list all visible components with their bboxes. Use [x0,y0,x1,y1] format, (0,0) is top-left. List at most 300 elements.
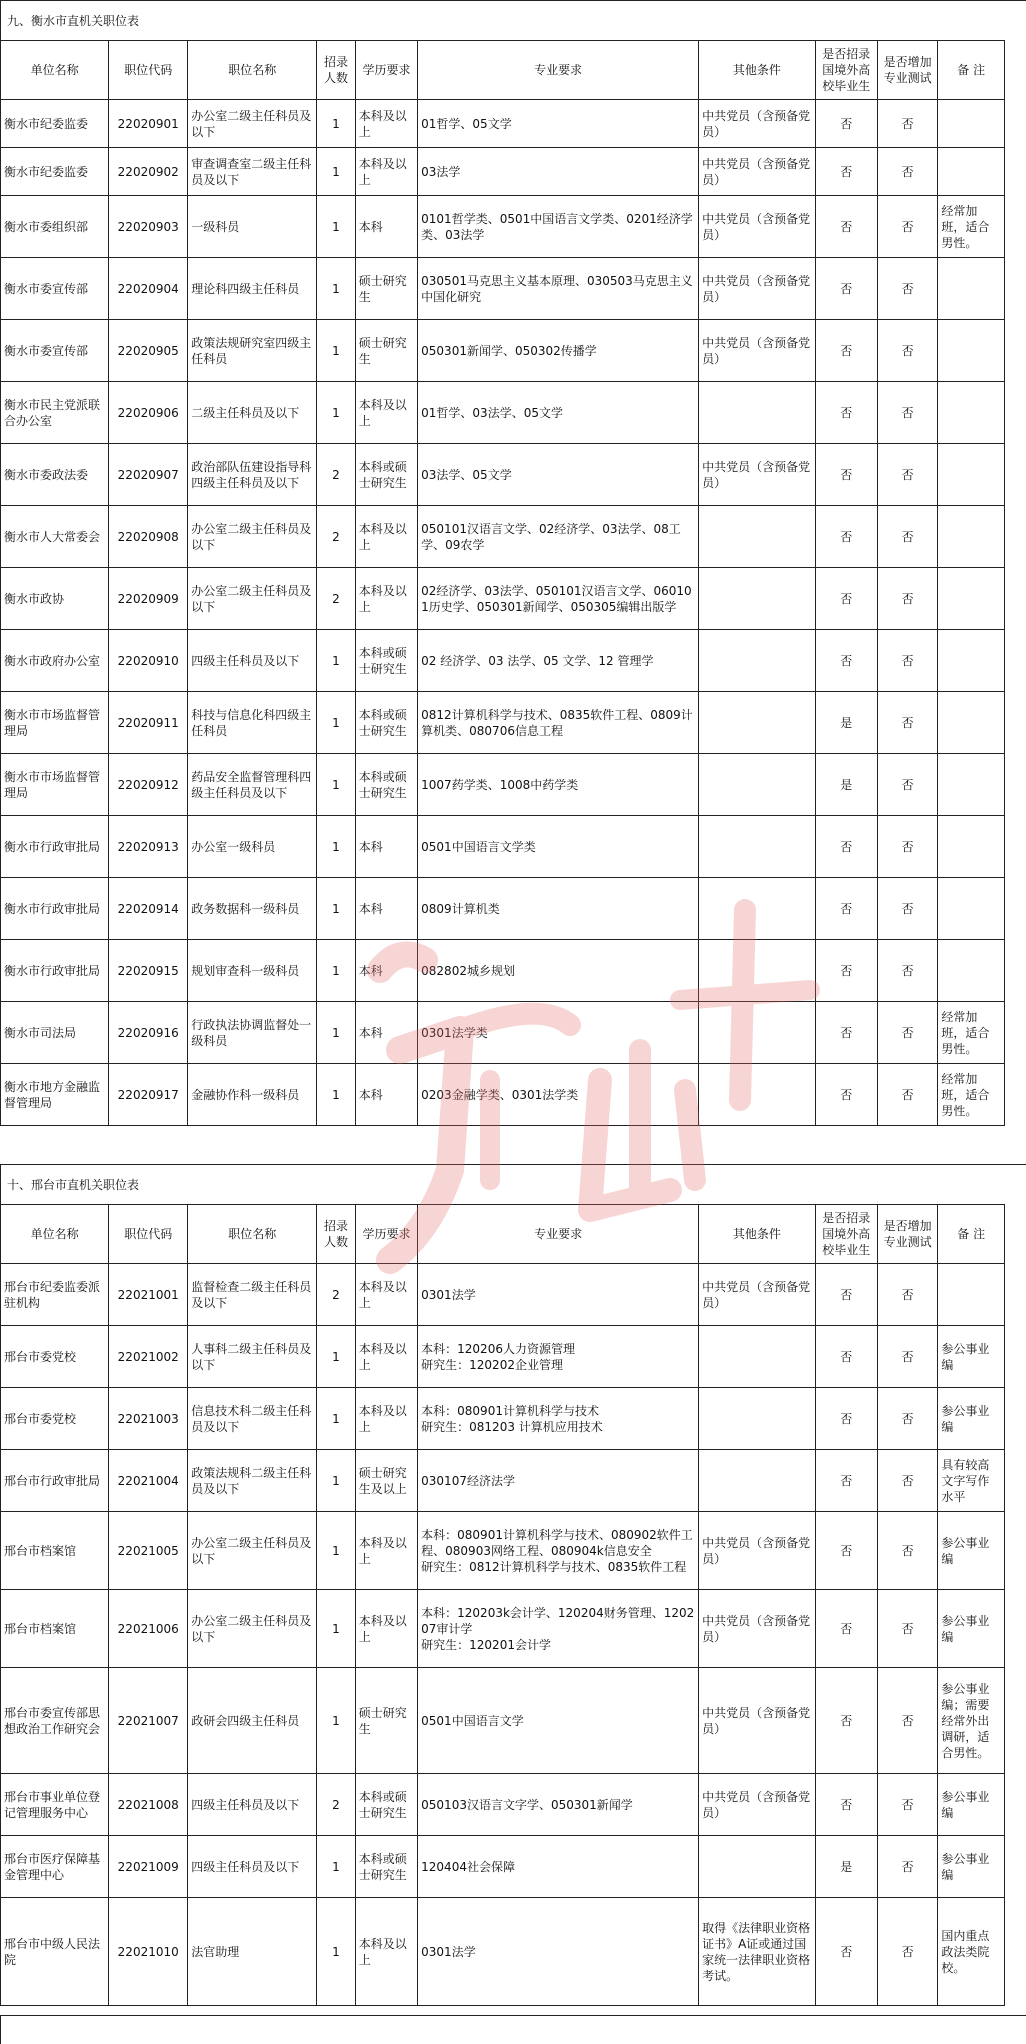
cell-extra-test: 否 [878,754,938,816]
cell-education: 本科及以上 [355,382,417,444]
cell-extra-test: 否 [878,1836,938,1898]
cell-overseas-grads: 否 [815,1326,877,1388]
header-education: 学历要求 [355,1205,417,1264]
cell-remarks [938,382,1005,444]
cell-extra-test: 否 [878,878,938,940]
cell-unit-name: 衡水市政府办公室 [1,630,109,692]
cell-other-conditions: 中共党员（含预备党员） [699,1590,816,1668]
cell-extra-test: 否 [878,816,938,878]
cell-other-conditions [699,1064,816,1126]
cell-overseas-grads: 否 [815,1002,877,1064]
cell-extra-test: 否 [878,320,938,382]
cell-extra-test: 否 [878,1668,938,1774]
cell-education: 本科及以上 [355,1512,417,1590]
cell-overseas-grads: 否 [815,148,877,196]
cell-headcount: 1 [317,196,355,258]
header-position-code: 职位代码 [109,41,188,100]
cell-position-name: 办公室二级主任科员及以下 [188,1590,317,1668]
cell-position-code: 22020917 [109,1064,188,1126]
cell-position-code: 22020902 [109,148,188,196]
table-row [1,506,1005,568]
cell-position-name: 法官助理 [188,1898,317,2006]
cell-extra-test: 否 [878,940,938,1002]
cell-position-name: 办公室二级主任科员及以下 [188,100,317,148]
cell-remarks [938,878,1005,940]
cell-education: 硕士研究生 [355,320,417,382]
cell-headcount: 1 [317,320,355,382]
cell-other-conditions [699,878,816,940]
cell-remarks: 参公事业编 [938,1836,1005,1898]
header-major: 专业要求 [418,1205,699,1264]
cell-remarks [938,100,1005,148]
cell-position-code: 22020908 [109,506,188,568]
cell-overseas-grads: 否 [815,630,877,692]
cell-unit-name: 衡水市行政审批局 [1,816,109,878]
cell-remarks [938,940,1005,1002]
cell-major: 082802城乡规划 [418,940,699,1002]
cell-other-conditions [699,1836,816,1898]
cell-education: 硕士研究生 [355,1668,417,1774]
cell-education: 本科及以上 [355,100,417,148]
cell-extra-test: 否 [878,1326,938,1388]
cell-headcount: 1 [317,1450,355,1512]
cell-unit-name: 衡水市市场监督管理局 [1,692,109,754]
cell-position-code: 22021009 [109,1836,188,1898]
header-overseas-grads: 是否招录国境外高校毕业生 [815,41,877,100]
table-row [1,196,1005,258]
cell-other-conditions [699,1450,816,1512]
cell-remarks: 经常加班，适合男性。 [938,1064,1005,1126]
cell-unit-name: 衡水市委宣传部 [1,258,109,320]
cell-remarks [938,754,1005,816]
cell-headcount: 1 [317,1388,355,1450]
cell-other-conditions: 中共党员（含预备党员） [699,444,816,506]
cell-position-name: 政务数据科一级科员 [188,878,317,940]
table-row [1,1590,1005,1668]
cell-extra-test: 否 [878,692,938,754]
cell-remarks [938,1264,1005,1326]
cell-overseas-grads: 否 [815,258,877,320]
cell-major: 0101哲学类、0501中国语言文学类、0201经济学类、03法学 [418,196,699,258]
header-position-name: 职位名称 [188,1205,317,1264]
cell-headcount: 1 [317,1002,355,1064]
cell-unit-name: 邢台市医疗保障基金管理中心 [1,1836,109,1898]
table-row [1,816,1005,878]
cell-education: 本科及以上 [355,1590,417,1668]
cell-unit-name: 衡水市委政法委 [1,444,109,506]
cell-position-code: 22021001 [109,1264,188,1326]
cell-extra-test: 否 [878,100,938,148]
cell-position-code: 22021002 [109,1326,188,1388]
cell-unit-name: 邢台市行政审批局 [1,1450,109,1512]
cell-remarks: 参公事业编 [938,1774,1005,1836]
cell-unit-name: 邢台市档案馆 [1,1512,109,1590]
header-other-conditions: 其他条件 [699,41,816,100]
cell-extra-test: 否 [878,1898,938,2006]
cell-remarks: 经常加班，适合男性。 [938,196,1005,258]
cell-unit-name: 邢台市委宣传部思想政治工作研究会 [1,1668,109,1774]
table-row [1,148,1005,196]
header-unit-name: 单位名称 [1,1205,109,1264]
table-row [1,630,1005,692]
cell-remarks: 参公事业编 [938,1326,1005,1388]
cell-remarks [938,148,1005,196]
table-row [1,320,1005,382]
cell-other-conditions [699,940,816,1002]
cell-position-code: 22020909 [109,568,188,630]
cell-unit-name: 衡水市司法局 [1,1002,109,1064]
table-row [1,1774,1005,1836]
cell-other-conditions: 中共党员（含预备党员） [699,1668,816,1774]
cell-position-name: 药品安全监督管理科四级主任科员及以下 [188,754,317,816]
cell-major: 02经济学、03法学、050101汉语言文学、060101历史学、050301新闻学、050305编辑出版学 [418,568,699,630]
cell-headcount: 1 [317,692,355,754]
cell-remarks [938,444,1005,506]
cell-overseas-grads: 否 [815,878,877,940]
cell-unit-name: 衡水市民主党派联合办公室 [1,382,109,444]
cell-major: 030501马克思主义基本原理、030503马克思主义中国化研究 [418,258,699,320]
cell-overseas-grads: 否 [815,940,877,1002]
cell-other-conditions [699,754,816,816]
cell-education: 硕士研究生及以上 [355,1450,417,1512]
cell-headcount: 1 [317,1668,355,1774]
header-headcount: 招录人数 [317,41,355,100]
cell-education: 本科 [355,878,417,940]
cell-other-conditions: 中共党员（含预备党员） [699,1264,816,1326]
cell-unit-name: 衡水市行政审批局 [1,878,109,940]
cell-unit-name: 衡水市人大常委会 [1,506,109,568]
cell-headcount: 1 [317,382,355,444]
cell-major: 本科：080901计算机科学与技术 研究生：081203 计算机应用技术 [418,1388,699,1450]
cell-major: 0301法学 [418,1898,699,2006]
cell-position-name: 行政执法协调监督处一级科员 [188,1002,317,1064]
xingtai-positions-table [0,1204,1005,2006]
table-row [1,1388,1005,1450]
cell-headcount: 1 [317,816,355,878]
table-row [1,1836,1005,1898]
cell-position-name: 办公室二级主任科员及以下 [188,568,317,630]
cell-major: 01哲学、03法学、05文学 [418,382,699,444]
cell-extra-test: 否 [878,506,938,568]
cell-position-name: 四级主任科员及以下 [188,1836,317,1898]
table-row [1,1668,1005,1774]
cell-position-name: 理论科四级主任科员 [188,258,317,320]
cell-remarks: 参公事业编；需要经常外出调研，适合男性。 [938,1668,1005,1774]
cell-unit-name: 邢台市档案馆 [1,1590,109,1668]
cell-position-code: 22021007 [109,1668,188,1774]
cell-position-name: 四级主任科员及以下 [188,1774,317,1836]
cell-remarks [938,816,1005,878]
cell-unit-name: 邢台市委党校 [1,1326,109,1388]
cell-overseas-grads: 否 [815,320,877,382]
cell-major: 1007药学类、1008中药学类 [418,754,699,816]
cell-unit-name: 衡水市地方金融监督管理局 [1,1064,109,1126]
cell-overseas-grads: 否 [815,506,877,568]
cell-remarks [938,692,1005,754]
cell-remarks [938,568,1005,630]
cell-headcount: 1 [317,754,355,816]
cell-major: 03法学 [418,148,699,196]
cell-education: 本科 [355,1002,417,1064]
cell-major: 030107经济法学 [418,1450,699,1512]
cell-headcount: 2 [317,568,355,630]
cell-position-code: 22021010 [109,1898,188,2006]
cell-extra-test: 否 [878,1774,938,1836]
cell-position-name: 政策法规研究室四级主任科员 [188,320,317,382]
cell-headcount: 1 [317,878,355,940]
table-row [1,382,1005,444]
header-extra-test: 是否增加专业测试 [878,1205,938,1264]
table-row [1,940,1005,1002]
cell-major: 本科：120206人力资源管理 研究生：120202企业管理 [418,1326,699,1388]
cell-position-name: 监督检查二级主任科员及以下 [188,1264,317,1326]
cell-overseas-grads: 否 [815,568,877,630]
cell-other-conditions: 中共党员（含预备党员） [699,148,816,196]
header-row [1,1205,1005,1264]
header-major: 专业要求 [418,41,699,100]
cell-major: 01哲学、05文学 [418,100,699,148]
cell-position-name: 办公室一级科员 [188,816,317,878]
cell-education: 本科或硕士研究生 [355,444,417,506]
cell-overseas-grads: 否 [815,1064,877,1126]
cell-education: 本科 [355,196,417,258]
cell-overseas-grads: 否 [815,196,877,258]
cell-remarks: 具有较高文字写作水平 [938,1450,1005,1512]
table-row [1,1512,1005,1590]
cell-other-conditions [699,692,816,754]
cell-other-conditions: 中共党员（含预备党员） [699,100,816,148]
cell-major: 0301法学类 [418,1002,699,1064]
cell-other-conditions: 中共党员（含预备党员） [699,196,816,258]
cell-position-name: 办公室二级主任科员及以下 [188,1512,317,1590]
cell-headcount: 1 [317,1836,355,1898]
cell-headcount: 1 [317,1326,355,1388]
cell-major: 0301法学 [418,1264,699,1326]
cell-position-name: 办公室二级主任科员及以下 [188,506,317,568]
cell-unit-name: 衡水市市场监督管理局 [1,754,109,816]
cell-other-conditions [699,1388,816,1450]
cell-position-code: 22021006 [109,1590,188,1668]
cell-headcount: 2 [317,1774,355,1836]
cell-remarks: 参公事业编 [938,1590,1005,1668]
cell-extra-test: 否 [878,196,938,258]
cell-position-code: 22020914 [109,878,188,940]
cell-unit-name: 衡水市纪委监委 [1,148,109,196]
cell-position-code: 22021008 [109,1774,188,1836]
header-unit-name: 单位名称 [1,41,109,100]
cell-overseas-grads: 否 [815,1388,877,1450]
cell-position-code: 22020906 [109,382,188,444]
header-overseas-grads: 是否招录国境外高校毕业生 [815,1205,877,1264]
cell-major: 02 经济学、03 法学、05 文学、12 管理学 [418,630,699,692]
cell-other-conditions: 中共党员（含预备党员） [699,258,816,320]
cell-overseas-grads: 否 [815,444,877,506]
table-row [1,1326,1005,1388]
cell-major: 050301新闻学、050302传播学 [418,320,699,382]
cell-remarks [938,320,1005,382]
cell-headcount: 2 [317,506,355,568]
cell-extra-test: 否 [878,1264,938,1326]
cell-headcount: 2 [317,444,355,506]
cell-overseas-grads: 否 [815,382,877,444]
cell-overseas-grads: 否 [815,1512,877,1590]
cell-overseas-grads: 否 [815,1668,877,1774]
cell-other-conditions [699,1326,816,1388]
cell-headcount: 1 [317,1898,355,2006]
table-row [1,100,1005,148]
cell-education: 本科 [355,940,417,1002]
header-remarks: 备 注 [938,41,1005,100]
section-title-xingtai: 十、邢台市直机关职位表 [0,1164,1026,1204]
cell-unit-name: 邢台市事业单位登记管理服务中心 [1,1774,109,1836]
cell-remarks: 国内重点政法类院校。 [938,1898,1005,2006]
header-other-conditions: 其他条件 [699,1205,816,1264]
cell-other-conditions [699,382,816,444]
cell-unit-name: 衡水市行政审批局 [1,940,109,1002]
table-row [1,568,1005,630]
cell-major: 03法学、05文学 [418,444,699,506]
cell-position-name: 二级主任科员及以下 [188,382,317,444]
cell-headcount: 1 [317,1512,355,1590]
cell-education: 本科或硕士研究生 [355,1836,417,1898]
cell-extra-test: 否 [878,1064,938,1126]
cell-major: 0501中国语言文学类 [418,816,699,878]
cell-overseas-grads: 否 [815,100,877,148]
table-row [1,1450,1005,1512]
cell-major: 0812计算机科学与技术、0835软件工程、0809计算机类、080706信息工程 [418,692,699,754]
cell-unit-name: 邢台市中级人民法院 [1,1898,109,2006]
cell-overseas-grads: 是 [815,1836,877,1898]
cell-education: 本科或硕士研究生 [355,630,417,692]
cell-major: 050101汉语言文学、02经济学、03法学、08工学、09农学 [418,506,699,568]
table-row [1,1002,1005,1064]
cell-position-name: 科技与信息化科四级主任科员 [188,692,317,754]
cell-education: 本科或硕士研究生 [355,692,417,754]
cell-position-code: 22020915 [109,940,188,1002]
cell-unit-name: 衡水市政协 [1,568,109,630]
cell-major: 本科：080901计算机科学与技术、080902软件工程、080903网络工程、080904k信息安全 研究生：0812计算机科学与技术、0835软件工程 [418,1512,699,1590]
header-position-code: 职位代码 [109,1205,188,1264]
cell-extra-test: 否 [878,1512,938,1590]
cell-unit-name: 衡水市纪委监委 [1,100,109,148]
cell-remarks [938,258,1005,320]
cell-overseas-grads: 否 [815,816,877,878]
cell-education: 本科及以上 [355,568,417,630]
cell-extra-test: 否 [878,1590,938,1668]
header-extra-test: 是否增加专业测试 [878,41,938,100]
cell-position-code: 22021003 [109,1388,188,1450]
cell-position-code: 22020916 [109,1002,188,1064]
table-row [1,692,1005,754]
cell-position-code: 22020912 [109,754,188,816]
section-title-hengshui: 九、衡水市直机关职位表 [0,0,1026,40]
cell-headcount: 1 [317,630,355,692]
cell-extra-test: 否 [878,258,938,320]
cell-major: 050103汉语言文字学、050301新闻学 [418,1774,699,1836]
cell-overseas-grads: 否 [815,1774,877,1836]
header-row [1,41,1005,100]
cell-position-name: 政策法规科二级主任科员及以下 [188,1450,317,1512]
cell-education: 本科及以上 [355,1898,417,2006]
cell-position-name: 信息技术科二级主任科员及以下 [188,1388,317,1450]
cell-position-name: 人事科二级主任科员及以下 [188,1326,317,1388]
table-row [1,754,1005,816]
table-row [1,1064,1005,1126]
cell-position-code: 22021005 [109,1512,188,1590]
hengshui-positions-table [0,40,1005,1126]
cell-position-code: 22020913 [109,816,188,878]
cell-education: 本科 [355,816,417,878]
cell-other-conditions [699,506,816,568]
cell-unit-name: 衡水市委宣传部 [1,320,109,382]
table-row [1,444,1005,506]
cell-unit-name: 衡水市委组织部 [1,196,109,258]
cell-extra-test: 否 [878,382,938,444]
cell-position-code: 22020901 [109,100,188,148]
cell-major: 0809计算机类 [418,878,699,940]
cell-remarks [938,630,1005,692]
cell-extra-test: 否 [878,1450,938,1512]
cell-headcount: 1 [317,1590,355,1668]
header-headcount: 招录人数 [317,1205,355,1264]
cell-education: 本科及以上 [355,506,417,568]
cell-overseas-grads: 否 [815,1898,877,2006]
cell-position-name: 四级主任科员及以下 [188,630,317,692]
cell-overseas-grads: 否 [815,1590,877,1668]
cell-remarks: 经常加班，适合男性。 [938,1002,1005,1064]
cell-headcount: 1 [317,100,355,148]
cell-major: 0501中国语言文学 [418,1668,699,1774]
header-position-name: 职位名称 [188,41,317,100]
cell-unit-name: 邢台市委党校 [1,1388,109,1450]
cell-other-conditions: 中共党员（含预备党员） [699,320,816,382]
cell-unit-name: 邢台市纪委监委派驻机构 [1,1264,109,1326]
cell-position-name: 规划审查科一级科员 [188,940,317,1002]
cell-remarks [938,506,1005,568]
cell-position-code: 22020907 [109,444,188,506]
cell-headcount: 1 [317,258,355,320]
cell-education: 本科或硕士研究生 [355,754,417,816]
cell-other-conditions [699,816,816,878]
cell-major: 120404社会保障 [418,1836,699,1898]
cell-remarks: 参公事业编 [938,1388,1005,1450]
cell-remarks: 参公事业编 [938,1512,1005,1590]
cell-position-code: 22020904 [109,258,188,320]
cell-position-name: 一级科员 [188,196,317,258]
table-row [1,1898,1005,2006]
cell-education: 本科及以上 [355,1388,417,1450]
cell-education: 本科及以上 [355,1326,417,1388]
table-row [1,878,1005,940]
cell-position-code: 22020911 [109,692,188,754]
cell-other-conditions: 中共党员（含预备党员） [699,1774,816,1836]
cell-education: 本科及以上 [355,1264,417,1326]
table-row [1,1264,1005,1326]
cell-overseas-grads: 否 [815,1264,877,1326]
cell-extra-test: 否 [878,148,938,196]
cell-extra-test: 否 [878,568,938,630]
cell-headcount: 1 [317,940,355,1002]
cell-position-name: 审查调查室二级主任科员及以下 [188,148,317,196]
cell-overseas-grads: 是 [815,692,877,754]
cell-major: 0203金融学类、0301法学类 [418,1064,699,1126]
cell-other-conditions: 取得《法律职业资格证书》A证或通过国家统一法律职业资格考试。 [699,1898,816,2006]
cell-other-conditions: 中共党员（含预备党员） [699,1512,816,1590]
cell-headcount: 2 [317,1264,355,1326]
cell-overseas-grads: 否 [815,1450,877,1512]
cell-position-code: 22021004 [109,1450,188,1512]
cell-major: 本科：120203k会计学、120204财务管理、120207审计学 研究生：120201会计学 [418,1590,699,1668]
